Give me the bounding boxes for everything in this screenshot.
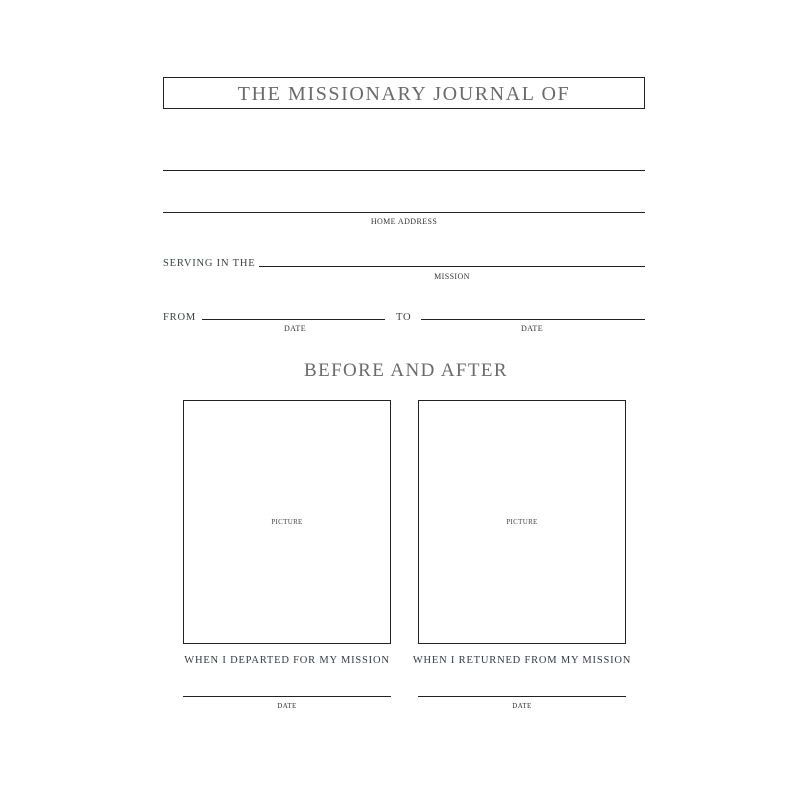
picture-frame-after[interactable] [418, 400, 626, 644]
picture-frame-before[interactable] [183, 400, 391, 644]
to-date-label: DATE [520, 324, 544, 333]
from-date-line[interactable] [202, 319, 385, 320]
before-date-label: DATE [277, 702, 297, 710]
page-title: THE MISSIONARY JOURNAL OF [237, 83, 571, 105]
home-address-line[interactable] [163, 212, 645, 213]
to-date-line[interactable] [421, 319, 645, 320]
before-caption: WHEN I DEPARTED FOR MY MISSION [184, 655, 390, 666]
after-caption: WHEN I RETURNED FROM MY MISSION [412, 655, 632, 666]
from-date-label: DATE [283, 324, 307, 333]
after-date-label: DATE [512, 702, 532, 710]
mission-label: MISSION [434, 272, 470, 281]
title-box [163, 77, 645, 109]
home-address-label: HOME ADDRESS [370, 217, 438, 226]
after-date-line[interactable] [418, 696, 626, 697]
to-label: TO [396, 312, 412, 323]
picture-placeholder: PICTURE [506, 518, 538, 526]
picture-placeholder: PICTURE [271, 518, 303, 526]
from-label: FROM [163, 312, 196, 323]
name-line[interactable] [163, 170, 645, 171]
section-title: BEFORE AND AFTER [304, 360, 508, 381]
before-date-line[interactable] [183, 696, 391, 697]
mission-line[interactable] [259, 266, 645, 267]
serving-label: SERVING IN THE [163, 258, 256, 269]
